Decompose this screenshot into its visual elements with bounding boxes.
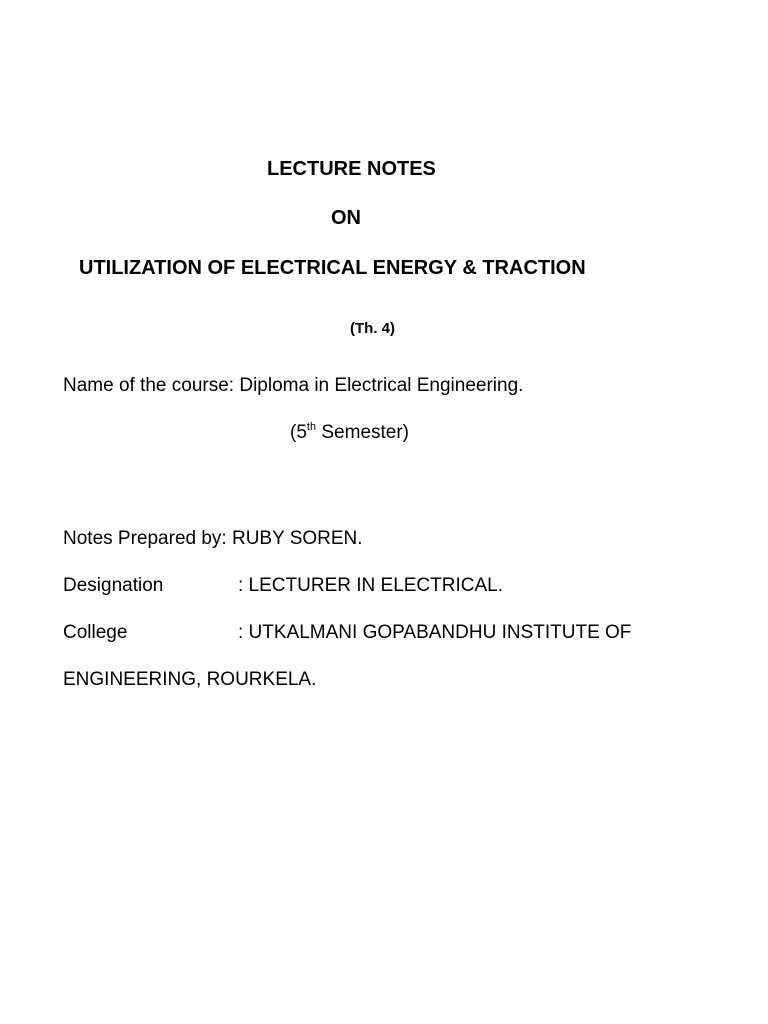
college-value: : UTKALMANI GOPABANDHU INSTITUTE OF — [238, 622, 632, 643]
college-row — [63, 623, 631, 642]
semester-suffix: Semester) — [316, 422, 410, 443]
course-code: (Th. 4) — [350, 320, 395, 337]
designation-label: Designation — [63, 575, 164, 596]
semester-superscript: th — [306, 421, 317, 433]
semester-prefix: (5 — [290, 422, 307, 443]
college-continuation: ENGINEERING, ROURKELA. — [63, 669, 317, 690]
designation-value: : LECTURER IN ELECTRICAL. — [238, 575, 503, 596]
course-name: Name of the course: Diploma in Electrical Engineering. — [63, 375, 524, 396]
college-label: College — [63, 622, 128, 643]
semester — [290, 423, 409, 442]
title-subject: UTILIZATION OF ELECTRICAL ENERGY & TRACTION — [79, 257, 586, 279]
title-lecture-notes: LECTURE NOTES — [267, 158, 436, 180]
title-on: ON — [331, 207, 361, 229]
prepared-by: Notes Prepared by: RUBY SOREN. — [63, 528, 363, 549]
designation-row — [63, 576, 503, 595]
